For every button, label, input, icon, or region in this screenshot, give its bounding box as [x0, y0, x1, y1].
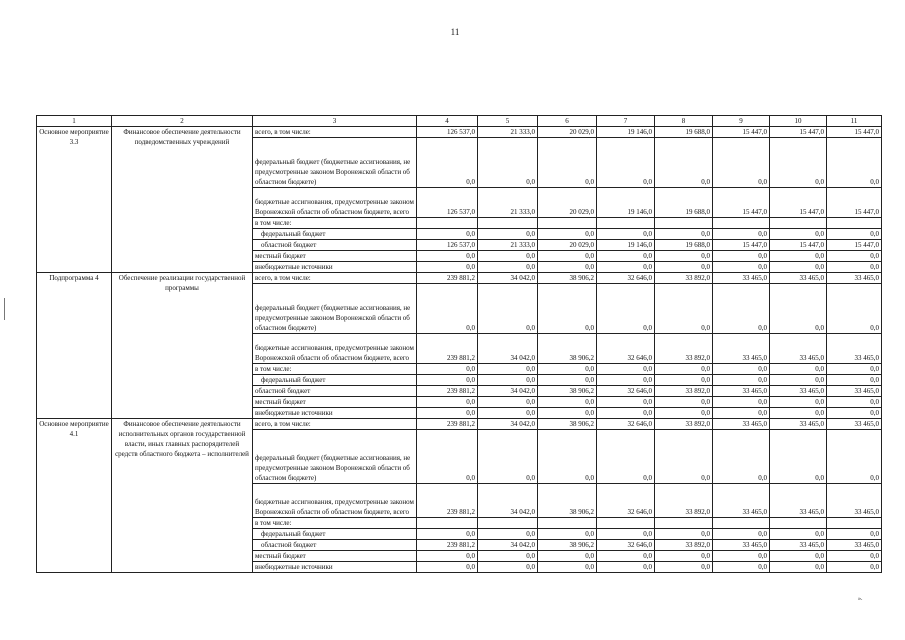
amount-cell: 33 465,0	[713, 484, 770, 518]
amount-cell: 0,0	[655, 251, 713, 262]
amount-cell: 0,0	[770, 430, 827, 484]
amount-cell: 0,0	[827, 138, 882, 188]
amount-cell	[478, 218, 538, 229]
amount-cell: 38 906,2	[538, 386, 597, 397]
amount-cell: 0,0	[713, 397, 770, 408]
amount-cell	[827, 218, 882, 229]
amount-cell: 34 042,0	[478, 540, 538, 551]
amount-cell: 19 146,0	[597, 240, 655, 251]
amount-cell: 0,0	[770, 408, 827, 419]
amount-cell: 21 333,0	[478, 127, 538, 138]
header-cell: 6	[538, 116, 597, 127]
funding-source: бюджетные ассигнования, предусмотренные законом Воронежской области об областном бюджете, всего	[253, 484, 417, 518]
amount-cell	[713, 518, 770, 529]
amount-cell: 0,0	[478, 397, 538, 408]
amount-cell: 15 447,0	[713, 127, 770, 138]
amount-cell	[827, 518, 882, 529]
funding-source: внебюджетные источники	[253, 408, 417, 419]
amount-cell: 0,0	[478, 562, 538, 573]
amount-cell: 0,0	[827, 529, 882, 540]
header-cell: 2	[112, 116, 253, 127]
amount-cell: 0,0	[538, 408, 597, 419]
amount-cell: 0,0	[538, 430, 597, 484]
amount-cell: 0,0	[478, 138, 538, 188]
amount-cell: 239 881,2	[417, 273, 478, 284]
amount-cell: 0,0	[655, 408, 713, 419]
table-row	[37, 273, 882, 284]
funding-source: федеральный бюджет (бюджетные ассигнования, не предусмотренные законом Воронежской области об областном бюджете)	[253, 430, 417, 484]
amount-cell: 0,0	[417, 551, 478, 562]
amount-cell: 0,0	[417, 262, 478, 273]
amount-cell: 0,0	[417, 229, 478, 240]
amount-cell: 0,0	[417, 397, 478, 408]
amount-cell: 126 537,0	[417, 240, 478, 251]
funding-source: федеральный бюджет (бюджетные ассигнования, не предусмотренные законом Воронежской области об областном бюджете)	[253, 138, 417, 188]
amount-cell: 33 892,0	[655, 386, 713, 397]
header-cell: 1	[37, 116, 112, 127]
amount-cell: 19 688,0	[655, 188, 713, 218]
amount-cell	[597, 518, 655, 529]
amount-cell	[478, 518, 538, 529]
amount-cell: 0,0	[827, 562, 882, 573]
funding-source: бюджетные ассигнования, предусмотренные законом Воронежской области об областном бюджете, всего	[253, 334, 417, 364]
header-cell: 7	[597, 116, 655, 127]
funding-source: местный бюджет	[253, 551, 417, 562]
amount-cell: 0,0	[417, 430, 478, 484]
funding-source: внебюджетные источники	[253, 262, 417, 273]
amount-cell: 0,0	[827, 408, 882, 419]
amount-cell: 0,0	[538, 138, 597, 188]
amount-cell: 0,0	[417, 529, 478, 540]
amount-cell: 0,0	[827, 397, 882, 408]
amount-cell: 0,0	[713, 375, 770, 386]
amount-cell: 38 906,2	[538, 484, 597, 518]
amount-cell: 33 465,0	[827, 540, 882, 551]
amount-cell: 0,0	[538, 284, 597, 334]
funding-source: всего, в том числе:	[253, 273, 417, 284]
amount-cell: 33 465,0	[770, 334, 827, 364]
amount-cell: 0,0	[713, 562, 770, 573]
amount-cell: 0,0	[478, 251, 538, 262]
amount-cell: 15 447,0	[713, 188, 770, 218]
amount-cell: 20 029,0	[538, 240, 597, 251]
amount-cell: 0,0	[713, 408, 770, 419]
amount-cell: 15 447,0	[770, 127, 827, 138]
amount-cell: 0,0	[538, 529, 597, 540]
amount-cell: 0,0	[597, 551, 655, 562]
amount-cell: 0,0	[713, 138, 770, 188]
amount-cell: 0,0	[770, 364, 827, 375]
funding-source: областной бюджет	[253, 240, 417, 251]
amount-cell: 0,0	[478, 284, 538, 334]
amount-cell: 34 042,0	[478, 386, 538, 397]
amount-cell: 0,0	[478, 262, 538, 273]
amount-cell: 21 333,0	[478, 240, 538, 251]
amount-cell: 33 465,0	[827, 386, 882, 397]
amount-cell: 0,0	[827, 229, 882, 240]
amount-cell: 34 042,0	[478, 484, 538, 518]
amount-cell: 0,0	[597, 229, 655, 240]
amount-cell	[770, 218, 827, 229]
header-row	[37, 116, 882, 127]
amount-cell: 0,0	[478, 364, 538, 375]
amount-cell: 239 881,2	[417, 540, 478, 551]
amount-cell: 19 146,0	[597, 188, 655, 218]
amount-cell: 0,0	[478, 529, 538, 540]
amount-cell: 34 042,0	[478, 419, 538, 430]
amount-cell: 0,0	[655, 375, 713, 386]
amount-cell: 0,0	[538, 262, 597, 273]
amount-cell: 34 042,0	[478, 273, 538, 284]
amount-cell: 0,0	[713, 551, 770, 562]
funding-source: федеральный бюджет	[253, 229, 417, 240]
amount-cell: 33 465,0	[713, 334, 770, 364]
amount-cell: 0,0	[597, 364, 655, 375]
amount-cell	[655, 518, 713, 529]
amount-cell: 20 029,0	[538, 188, 597, 218]
amount-cell: 0,0	[770, 284, 827, 334]
amount-cell: 0,0	[713, 430, 770, 484]
amount-cell: 0,0	[478, 430, 538, 484]
amount-cell: 0,0	[597, 138, 655, 188]
table-row	[37, 127, 882, 138]
amount-cell: 239 881,2	[417, 334, 478, 364]
amount-cell	[655, 218, 713, 229]
table-row	[37, 419, 882, 430]
funding-source: федеральный бюджет (бюджетные ассигнования, не предусмотренные законом Воронежской области об областном бюджете)	[253, 284, 417, 334]
amount-cell: 15 447,0	[827, 127, 882, 138]
amount-cell: 33 465,0	[827, 273, 882, 284]
amount-cell: 0,0	[827, 375, 882, 386]
amount-cell: 32 646,0	[597, 386, 655, 397]
amount-cell: 19 146,0	[597, 127, 655, 138]
amount-cell: 15 447,0	[827, 188, 882, 218]
amount-cell: 19 688,0	[655, 127, 713, 138]
funding-source: бюджетные ассигнования, предусмотренные законом Воронежской области об областном бюджете, всего	[253, 188, 417, 218]
amount-cell: 0,0	[597, 408, 655, 419]
amount-cell: 0,0	[827, 430, 882, 484]
amount-cell: 0,0	[770, 262, 827, 273]
amount-cell: 0,0	[713, 251, 770, 262]
block-title: Финансовое обеспечение деятельности исполнительных органов государственной власти, иных главных распорядителей средств областного бюджета – исполнителей	[112, 419, 253, 573]
amount-cell: 33 465,0	[713, 273, 770, 284]
amount-cell: 0,0	[417, 375, 478, 386]
amount-cell: 0,0	[827, 251, 882, 262]
amount-cell: 33 465,0	[713, 540, 770, 551]
amount-cell: 33 465,0	[827, 419, 882, 430]
amount-cell: 32 646,0	[597, 334, 655, 364]
block-name: Основное мероприятие 3.3	[37, 127, 112, 273]
header-cell: 11	[827, 116, 882, 127]
amount-cell: 32 646,0	[597, 273, 655, 284]
closing-mark: ».	[858, 596, 863, 602]
amount-cell: 0,0	[655, 430, 713, 484]
amount-cell: 32 646,0	[597, 540, 655, 551]
amount-cell: 33 465,0	[770, 273, 827, 284]
amount-cell: 0,0	[538, 551, 597, 562]
amount-cell: 0,0	[597, 251, 655, 262]
amount-cell: 33 892,0	[655, 419, 713, 430]
amount-cell: 126 537,0	[417, 188, 478, 218]
header-cell: 9	[713, 116, 770, 127]
amount-cell: 0,0	[655, 551, 713, 562]
amount-cell	[713, 218, 770, 229]
amount-cell: 0,0	[417, 138, 478, 188]
amount-cell: 0,0	[417, 562, 478, 573]
amount-cell: 0,0	[827, 262, 882, 273]
amount-cell: 0,0	[827, 284, 882, 334]
amount-cell: 0,0	[713, 284, 770, 334]
amount-cell	[770, 518, 827, 529]
amount-cell: 0,0	[655, 562, 713, 573]
amount-cell: 33 892,0	[655, 540, 713, 551]
funding-source: федеральный бюджет	[253, 375, 417, 386]
amount-cell: 0,0	[770, 551, 827, 562]
amount-cell	[597, 218, 655, 229]
amount-cell: 0,0	[713, 529, 770, 540]
amount-cell: 0,0	[538, 229, 597, 240]
amount-cell: 0,0	[417, 284, 478, 334]
funding-source: областной бюджет	[253, 540, 417, 551]
page-number: 11	[450, 27, 460, 37]
amount-cell: 0,0	[478, 229, 538, 240]
funding-source: в том числе:	[253, 218, 417, 229]
amount-cell: 33 892,0	[655, 334, 713, 364]
header-cell: 8	[655, 116, 713, 127]
amount-cell: 0,0	[538, 375, 597, 386]
header-cell: 4	[417, 116, 478, 127]
funding-source: внебюджетные источники	[253, 562, 417, 573]
amount-cell: 15 447,0	[770, 240, 827, 251]
amount-cell: 33 465,0	[713, 386, 770, 397]
amount-cell: 33 465,0	[827, 484, 882, 518]
amount-cell: 0,0	[770, 397, 827, 408]
amount-cell: 239 881,2	[417, 386, 478, 397]
amount-cell: 38 906,2	[538, 419, 597, 430]
funding-source: местный бюджет	[253, 251, 417, 262]
amount-cell: 0,0	[478, 551, 538, 562]
amount-cell: 0,0	[770, 229, 827, 240]
amount-cell	[417, 218, 478, 229]
amount-cell: 15 447,0	[713, 240, 770, 251]
amount-cell: 0,0	[538, 397, 597, 408]
amount-cell: 0,0	[713, 229, 770, 240]
amount-cell: 0,0	[655, 397, 713, 408]
amount-cell: 0,0	[655, 529, 713, 540]
amount-cell: 0,0	[538, 562, 597, 573]
amount-cell: 0,0	[713, 262, 770, 273]
funding-source: всего, в том числе:	[253, 419, 417, 430]
margin-line	[4, 298, 5, 320]
amount-cell: 33 465,0	[827, 334, 882, 364]
amount-cell: 0,0	[655, 229, 713, 240]
amount-cell: 0,0	[770, 529, 827, 540]
amount-cell: 0,0	[770, 562, 827, 573]
amount-cell: 0,0	[478, 375, 538, 386]
amount-cell: 0,0	[597, 262, 655, 273]
amount-cell: 239 881,2	[417, 419, 478, 430]
amount-cell: 33 465,0	[770, 484, 827, 518]
amount-cell: 34 042,0	[478, 334, 538, 364]
amount-cell: 0,0	[597, 397, 655, 408]
amount-cell: 0,0	[538, 251, 597, 262]
amount-cell: 38 906,2	[538, 273, 597, 284]
amount-cell: 0,0	[597, 430, 655, 484]
amount-cell: 0,0	[417, 251, 478, 262]
amount-cell: 0,0	[655, 262, 713, 273]
amount-cell: 33 465,0	[770, 540, 827, 551]
block-name: Основное мероприятие 4.1	[37, 419, 112, 573]
amount-cell: 21 333,0	[478, 188, 538, 218]
amount-cell: 0,0	[655, 364, 713, 375]
amount-cell: 0,0	[655, 138, 713, 188]
amount-cell: 20 029,0	[538, 127, 597, 138]
amount-cell: 33 465,0	[713, 419, 770, 430]
block-title: Финансовое обеспечение деятельности подведомственных учреждений	[112, 127, 253, 273]
amount-cell: 0,0	[417, 408, 478, 419]
header-cell: 3	[253, 116, 417, 127]
amount-cell: 15 447,0	[827, 240, 882, 251]
funding-source: местный бюджет	[253, 397, 417, 408]
amount-cell: 19 688,0	[655, 240, 713, 251]
amount-cell: 33 465,0	[770, 419, 827, 430]
block-name: Подпрограмма 4	[37, 273, 112, 419]
amount-cell: 0,0	[655, 284, 713, 334]
amount-cell: 33 892,0	[655, 273, 713, 284]
amount-cell: 0,0	[827, 551, 882, 562]
amount-cell: 239 881,2	[417, 484, 478, 518]
amount-cell	[538, 518, 597, 529]
block-title: Обеспечение реализации государственной программы	[112, 273, 253, 419]
amount-cell: 0,0	[770, 138, 827, 188]
funding-source: федеральный бюджет	[253, 529, 417, 540]
amount-cell: 0,0	[770, 251, 827, 262]
amount-cell: 126 537,0	[417, 127, 478, 138]
header-cell: 10	[770, 116, 827, 127]
amount-cell	[417, 518, 478, 529]
amount-cell: 0,0	[597, 375, 655, 386]
amount-cell: 0,0	[597, 562, 655, 573]
amount-cell: 0,0	[538, 364, 597, 375]
amount-cell: 0,0	[713, 364, 770, 375]
amount-cell: 0,0	[597, 529, 655, 540]
amount-cell: 33 465,0	[770, 386, 827, 397]
amount-cell: 32 646,0	[597, 484, 655, 518]
header-cell: 5	[478, 116, 538, 127]
amount-cell: 33 892,0	[655, 484, 713, 518]
funding-source: областной бюджет	[253, 386, 417, 397]
amount-cell: 0,0	[478, 408, 538, 419]
amount-cell: 0,0	[417, 364, 478, 375]
amount-cell: 32 646,0	[597, 419, 655, 430]
funding-source: в том числе:	[253, 364, 417, 375]
amount-cell: 15 447,0	[770, 188, 827, 218]
amount-cell: 0,0	[597, 284, 655, 334]
amount-cell: 38 906,2	[538, 540, 597, 551]
funding-source: в том числе:	[253, 518, 417, 529]
amount-cell: 0,0	[770, 375, 827, 386]
funding-source: всего, в том числе:	[253, 127, 417, 138]
amount-cell	[538, 218, 597, 229]
amount-cell: 38 906,2	[538, 334, 597, 364]
budget-table	[36, 115, 882, 573]
amount-cell: 0,0	[827, 364, 882, 375]
